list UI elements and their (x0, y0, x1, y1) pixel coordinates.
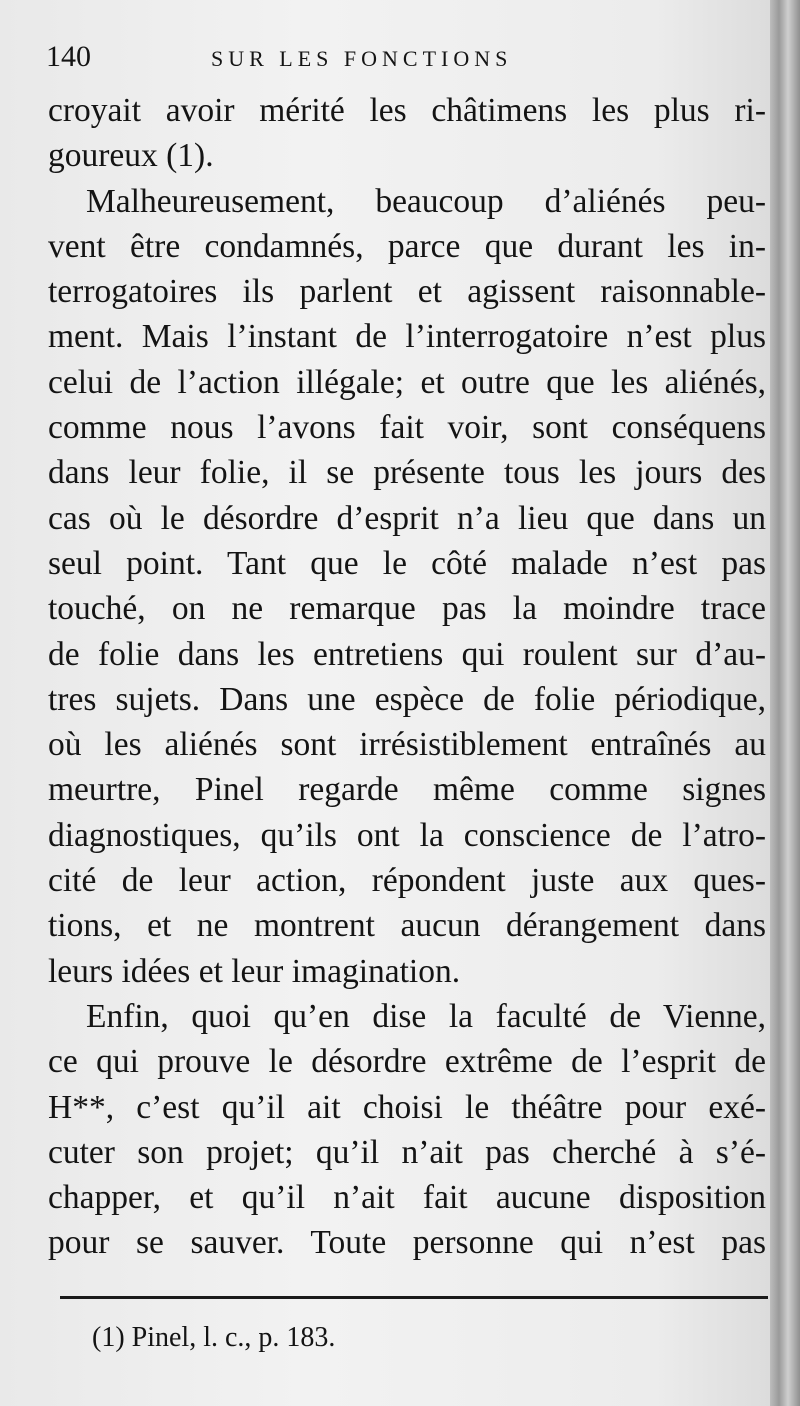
page-number: 140 (46, 40, 91, 73)
text-line: cuter son projet; qu’il n’ait pas cherché à s’é- (48, 1133, 766, 1171)
running-title: SUR LES FONCTIONS (211, 46, 513, 71)
text-line: dans leur folie, il se présente tous les jours des (48, 454, 766, 492)
page-edge (770, 0, 800, 1406)
text-line: tres sujets. Dans une espèce de folie périodique, (48, 680, 766, 718)
running-head (46, 40, 766, 80)
text-line: croyait avoir mérité les châtimens les plus ri- (48, 92, 766, 129)
text-line: touché, on ne remarque pas la moindre trace (48, 590, 766, 628)
text-line: Malheureusement, beaucoup d’aliénés peu- (86, 182, 766, 220)
body-text (48, 88, 766, 1266)
footnote-rule (60, 1296, 768, 1299)
text-line: goureux (1). (48, 137, 214, 175)
text-line: où les aliénés sont irrésistiblement entraînés au (48, 726, 766, 764)
text-line: chapper, et qu’il n’ait fait aucune disposition (48, 1179, 766, 1217)
text-line: meurtre, Pinel regarde même comme signes (48, 771, 766, 809)
text-line: cas où le désordre d’esprit n’a lieu que dans un (48, 499, 766, 537)
text-line: leurs idées et leur imagination. (48, 952, 461, 990)
text-line: de folie dans les entretiens qui roulent sur d’au- (48, 635, 766, 673)
text-line: ment. Mais l’instant de l’interrogatoire n’est plus (48, 318, 766, 356)
text-line: terrogatoires ils parlent et agissent raisonnable- (48, 273, 766, 311)
text-line: diagnostiques, qu’ils ont la conscience de l’atro- (48, 816, 766, 854)
text-line: comme nous l’avons fait voir, sont conséquens (48, 409, 766, 447)
text-line: vent être condamnés, parce que durant les in- (48, 227, 766, 265)
text-line: seul point. Tant que le côté malade n’est pas (48, 544, 766, 582)
text-line: tions, et ne montrent aucun dérangement dans (48, 907, 766, 945)
text-line: H**, c’est qu’il ait choisi le théâtre pour exé- (48, 1088, 766, 1126)
text-line: celui de l’action illégale; et outre que les aliénés, (48, 363, 766, 401)
text-line: Enfin, quoi qu’en dise la faculté de Vienne, (86, 997, 766, 1035)
text-line: ce qui prouve le désordre extrême de l’esprit de (48, 1043, 766, 1081)
footnote: (1) Pinel, l. c., p. 183. (92, 1322, 336, 1353)
text-line: cité de leur action, répondent juste aux ques- (48, 862, 766, 900)
text-line: pour se sauver. Toute personne qui n’est pas (48, 1224, 766, 1262)
